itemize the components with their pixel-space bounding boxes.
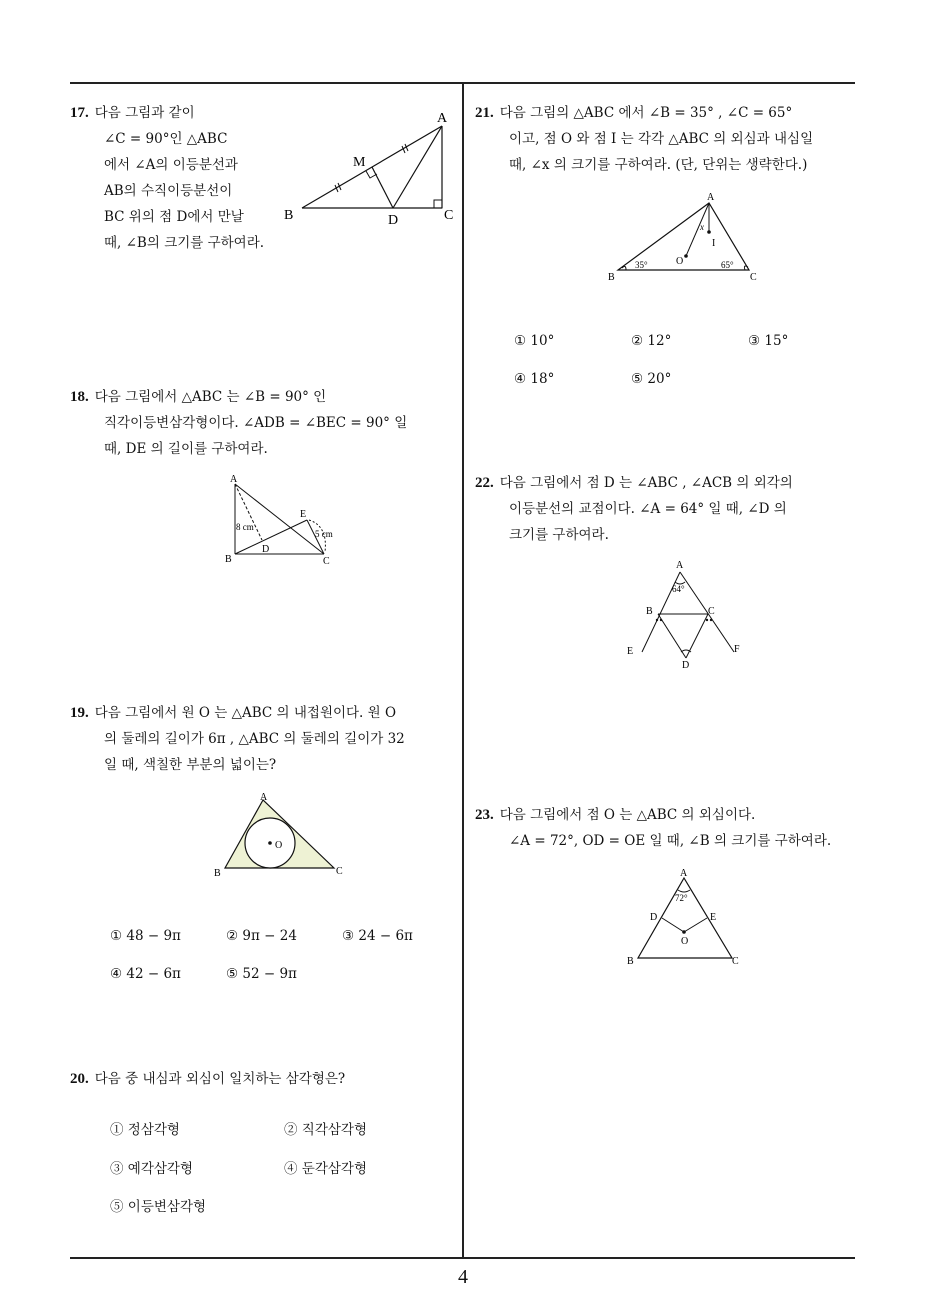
label-D: D: [262, 544, 270, 555]
angle-A: 72°: [675, 893, 688, 903]
figure-17: [280, 108, 460, 228]
choice-1[interactable]: ① 10°: [514, 333, 555, 349]
choice-2[interactable]: ② 9π − 24: [226, 928, 297, 944]
choice-1[interactable]: ① 48 − 9π: [110, 928, 181, 944]
question-number: 18.: [70, 389, 89, 405]
figure-23: [622, 864, 752, 970]
label-A: A: [260, 792, 268, 803]
label-B: B: [214, 868, 221, 879]
question-number: 17.: [70, 105, 89, 121]
label-A: A: [676, 560, 684, 571]
label-C: C: [708, 606, 715, 617]
choice-4[interactable]: ④ 둔각삼각형: [284, 1161, 367, 1177]
page-number: 4: [458, 1266, 468, 1288]
question-20: 20. 다음 중 내심과 외심이 일치하는 삼각형은?: [70, 1071, 346, 1087]
figure-19: [210, 788, 350, 880]
choice-3[interactable]: ③ 예각삼각형: [110, 1161, 193, 1177]
choice-2[interactable]: ② 12°: [631, 333, 672, 349]
question-18: 18. 다음 그림에서 △ABC 는 ∠B = 90° 인 직각이등변삼각형이다. ∠ADB = ∠BEC = 90° 일 때, DE 의 길이를 구하여라.: [70, 389, 408, 457]
label-B: B: [646, 606, 653, 617]
label-x: x: [700, 222, 704, 232]
label-B: B: [627, 956, 634, 967]
label-E: E: [627, 646, 634, 657]
label-B: B: [225, 554, 232, 565]
figure-21: [604, 190, 764, 286]
question-number: 19.: [70, 705, 89, 721]
label-A: A: [707, 192, 715, 203]
length-5cm: 5 cm: [315, 529, 333, 539]
label-C: C: [444, 208, 454, 223]
choice-5[interactable]: ⑤ 52 − 9π: [226, 966, 297, 982]
choice-1[interactable]: ① 정삼각형: [110, 1122, 180, 1138]
question-number: 20.: [70, 1071, 89, 1087]
label-D: D: [388, 213, 399, 228]
label-E: E: [710, 912, 717, 923]
label-F: F: [734, 644, 740, 655]
label-D: D: [650, 912, 658, 923]
label-O: O: [681, 936, 689, 947]
label-A: A: [680, 868, 688, 879]
choice-5[interactable]: ⑤ 20°: [631, 371, 672, 387]
label-C: C: [750, 272, 757, 283]
label-A: A: [230, 474, 238, 485]
label-C: C: [732, 956, 739, 967]
choice-4[interactable]: ④ 42 − 6π: [110, 966, 181, 982]
choice-4[interactable]: ④ 18°: [514, 371, 555, 387]
column-divider: [462, 82, 464, 1258]
question-22: 22. 다음 그림에서 점 D 는 ∠ABC , ∠ACB 의 외각의 이등분선의 교점이다. ∠A = 64° 일 때, ∠D 의 크기를 구하여라.: [475, 475, 793, 543]
choice-3[interactable]: ③ 15°: [748, 333, 789, 349]
question-21: 21. 다음 그림의 △ABC 에서 ∠B = 35° , ∠C = 65° 이고, 점 O 와 점 I 는 각각 △ABC 의 외심과 내심일 때, ∠x 의 크기를 구하여라. (단, 단위는 생략한다.): [475, 105, 814, 173]
choice-5[interactable]: ⑤ 이등변삼각형: [110, 1199, 207, 1215]
question-number: 21.: [475, 105, 494, 121]
question-number: 23.: [475, 807, 494, 823]
choice-2[interactable]: ② 직각삼각형: [284, 1122, 367, 1138]
angle-A: 64°: [672, 584, 685, 594]
label-A: A: [437, 111, 448, 126]
length-8cm: 8 cm: [236, 522, 254, 532]
question-number: 22.: [475, 475, 494, 491]
angle-C: 65°: [721, 260, 734, 270]
question-23: 23. 다음 그림에서 점 O 는 △ABC 의 외심이다. ∠A = 72°, OD = OE 일 때, ∠B 의 크기를 구하여라.: [475, 807, 832, 849]
label-O: O: [676, 256, 684, 267]
label-C: C: [336, 866, 343, 877]
angle-B: 35°: [635, 260, 648, 270]
label-D: D: [682, 660, 690, 670]
question-19: 19. 다음 그림에서 원 O 는 △ABC 의 내접원이다. 원 O 의 둘레의 길이가 6π , △ABC 의 둘레의 길이가 32 일 때, 색칠한 부분의 넓이는?: [70, 705, 405, 773]
label-C: C: [323, 556, 330, 567]
label-I: I: [712, 238, 716, 249]
question-17: 17. 다음 그림과 같이 ∠C = 90°인 △ABC 에서 ∠A의 이등분선과 AB의 수직이등분선이 BC 위의 점 D에서 만날 때, ∠B의 크기를 구하여라.: [70, 105, 265, 251]
label-B: B: [284, 208, 294, 223]
figure-22: [622, 558, 752, 670]
label-O: O: [275, 840, 283, 851]
label-M: M: [353, 155, 366, 170]
label-B: B: [608, 272, 615, 283]
choice-3[interactable]: ③ 24 − 6π: [342, 928, 413, 944]
label-E: E: [300, 509, 307, 520]
figure-18: [222, 474, 352, 570]
